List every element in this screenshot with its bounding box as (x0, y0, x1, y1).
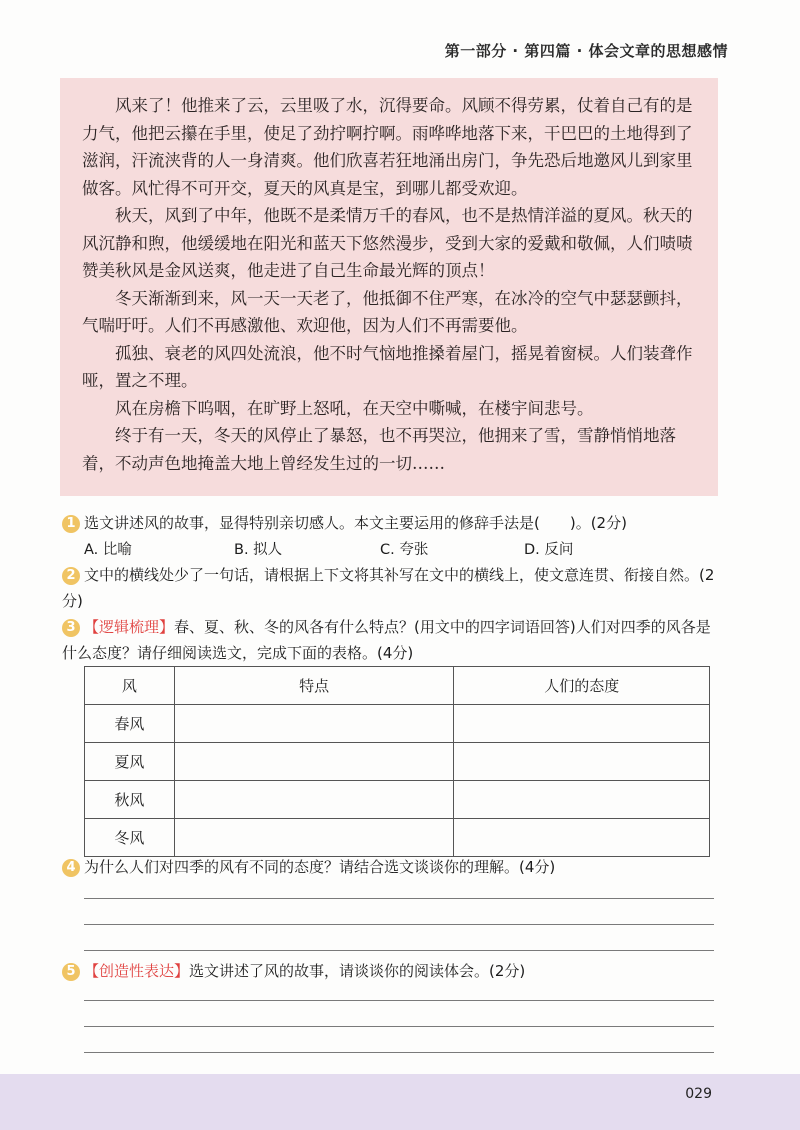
option-c[interactable]: C. 夸张 (380, 542, 429, 558)
season-cell: 春风 (85, 705, 175, 743)
question-number-badge: 1 (62, 515, 80, 533)
question-number-badge: 2 (62, 567, 80, 585)
passage-paragraph: 冬天渐渐到来，风一天一天老了，他抵御不住严寒，在冰冷的空气中瑟瑟颤抖，气喘吁吁。人们不再感激他、欢迎他，因为人们不再需要他。 (82, 288, 693, 335)
table-row (85, 743, 710, 781)
question-number-badge: 3 (62, 619, 80, 637)
question-number-badge: 4 (62, 859, 80, 877)
option-a[interactable]: A. 比喻 (84, 542, 132, 558)
option-d[interactable]: D. 反问 (524, 542, 574, 558)
page-footer-band (0, 1074, 800, 1130)
attitude-answer-cell[interactable] (454, 743, 710, 781)
question-5-tag: 【创造性表达】 (84, 962, 190, 980)
answer-line[interactable] (84, 1052, 714, 1053)
table-row (85, 819, 710, 857)
question-3-text: 春、夏、秋、冬的风各有什么特点？(用文中的四字词语回答)人们对四季的风各是什么态度？请仔细阅读选文，完成下面的表格。(4分) (62, 618, 711, 662)
passage-paragraph: 风在房檐下呜咽，在旷野上怒吼，在天空中嘶喊，在楼宇间悲号。 (115, 398, 594, 418)
table-header-cell: 风 (85, 667, 175, 705)
answer-table (84, 666, 710, 857)
question-2-text: 文中的横线处少了一句话，请根据上下文将其补写在文中的横线上，使文意连贯、衔接自然。(2分) (62, 566, 715, 610)
feature-answer-cell[interactable] (174, 705, 454, 743)
option-b[interactable]: B. 拟人 (234, 542, 283, 558)
season-cell: 秋风 (85, 781, 175, 819)
question-1-text: 选文讲述风的故事，显得特别亲切感人。本文主要运用的修辞手法是( )。(2分) (84, 514, 627, 532)
passage-paragraph: 终于有一天，冬天的风停止了暴怒，也不再哭泣，他拥来了雪，雪静悄悄地落着，不动声色地掩盖大地上曾经发生过的一切…… (82, 426, 676, 473)
feature-answer-cell[interactable] (174, 819, 454, 857)
question-2 (62, 562, 722, 614)
passage-paragraph: 秋天，风到了中年，他既不是柔情万千的春风，也不是热情洋溢的夏风。秋天的风沉静和煦，他缓缓地在阳光和蓝天下悠然漫步，受到大家的爱戴和敬佩，人们啧啧赞美秋风是金风送爽，他走进了自己生命最光辉的顶点！ (82, 206, 693, 280)
feature-answer-cell[interactable] (174, 781, 454, 819)
answer-line[interactable] (84, 898, 714, 899)
table-header-cell: 人们的态度 (454, 667, 710, 705)
question-3-tag: 【逻辑梳理】 (84, 618, 175, 636)
question-5 (62, 958, 722, 984)
feature-answer-cell[interactable] (174, 743, 454, 781)
page-number: 029 (685, 1086, 712, 1102)
table-header-cell: 特点 (174, 667, 454, 705)
reading-passage (60, 78, 718, 496)
table-row (85, 705, 710, 743)
page-header: 第一部分 · 第四篇 · 体会文章的思想感情 (444, 42, 728, 60)
question-1 (62, 510, 722, 536)
attitude-answer-cell[interactable] (454, 819, 710, 857)
answer-line[interactable] (84, 1026, 714, 1027)
table-header-row (85, 667, 710, 705)
question-4-text: 为什么人们对四季的风有不同的态度？请结合选文谈谈你的理解。(4分) (84, 858, 556, 876)
answer-line[interactable] (84, 1000, 714, 1001)
question-number-badge: 5 (62, 963, 80, 981)
table-row (85, 781, 710, 819)
attitude-answer-cell[interactable] (454, 781, 710, 819)
attitude-answer-cell[interactable] (454, 705, 710, 743)
question-5-text: 选文讲述了风的故事，请谈谈你的阅读体会。(2分) (189, 962, 526, 980)
question-3 (62, 614, 722, 666)
season-cell: 夏风 (85, 743, 175, 781)
answer-line[interactable] (84, 924, 714, 925)
answer-line[interactable] (84, 950, 714, 951)
season-cell: 冬风 (85, 819, 175, 857)
passage-paragraph: 孤独、衰老的风四处流浪，他不时气恼地推搡着屋门，摇晃着窗棂。人们装聋作哑，置之不理。 (82, 343, 693, 390)
question-4 (62, 854, 722, 880)
passage-paragraph: 风来了！他推来了云，云里吸了水，沉得要命。风顾不得劳累，仗着自己有的是力气，他把云攥在手里，使足了劲拧啊拧啊。雨哗哗地落下来，干巴巴的土地得到了滋润，汗流浃背的人一身清爽。他们欣喜若狂地涌出房门，争先恐后地邀风儿到家里做客。风忙得不可开交，夏天的风真是宝，到哪儿都受欢迎。 (82, 96, 693, 198)
